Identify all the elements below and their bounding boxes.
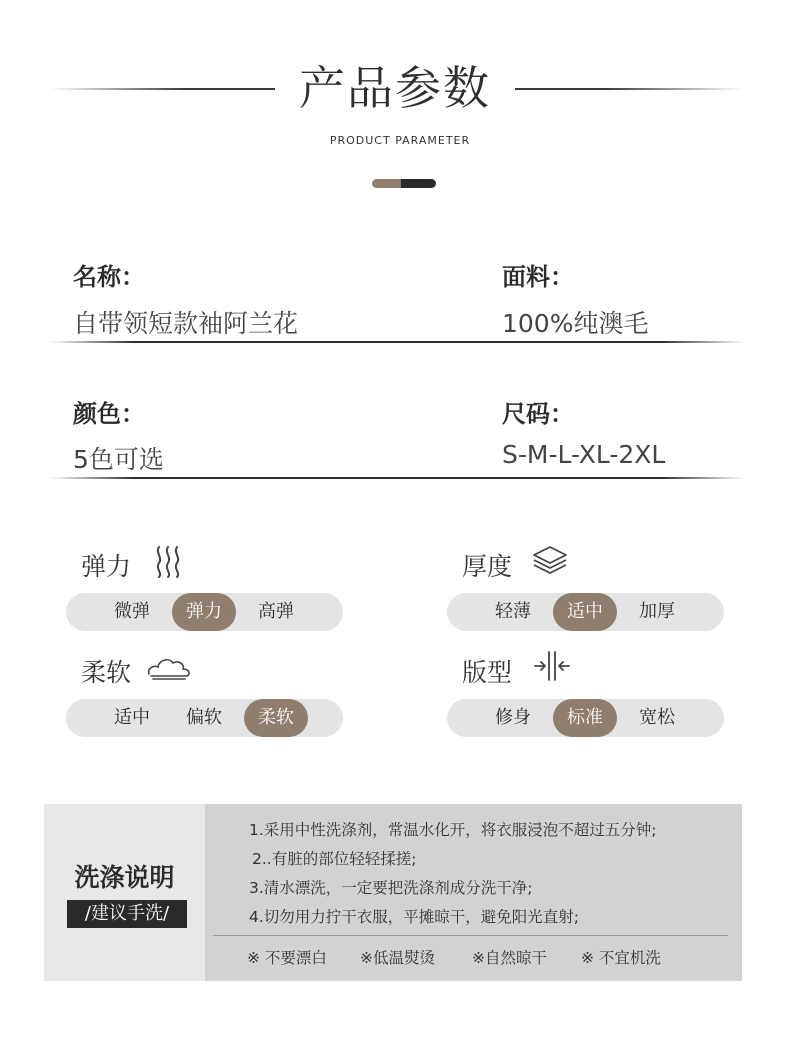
wash-note-no-machine: ※ 不宜机洗 [581, 949, 661, 967]
elastic-waves-icon [154, 545, 184, 579]
softness-option-2[interactable]: 偏软 [186, 707, 222, 728]
color-label: 颜色： [73, 400, 145, 428]
thickness-option-3[interactable]: 加厚 [639, 601, 675, 622]
fabric-value: 100%纯澳毛 [502, 309, 649, 338]
wash-title: 洗涤说明 [74, 863, 175, 892]
fit-option-2-selected[interactable]: 标准 [553, 699, 617, 737]
elasticity-option-2-selected[interactable]: 弹力 [172, 593, 236, 631]
name-label: 名称： [73, 263, 145, 291]
size-value: S-M-L-XL-2XL [502, 440, 666, 469]
page-subtitle: PRODUCT PARAMETER [329, 134, 471, 147]
thickness-option-2-selected[interactable]: 适中 [553, 593, 617, 631]
wash-note-low-iron: ※低温熨烫 [360, 949, 435, 967]
color-value: 5色可选 [73, 445, 164, 474]
wash-instruction-2: 2..有脏的部位轻轻揉搓; [252, 850, 417, 868]
cloud-icon [145, 654, 193, 682]
wash-instruction-3: 3.清水漂洗，一定要把洗涤剂成分洗干净; [249, 879, 533, 897]
elasticity-title: 弹力 [81, 552, 132, 581]
fit-selector [447, 699, 724, 737]
elasticity-selector [66, 593, 343, 631]
fit-title: 版型 [462, 658, 513, 687]
softness-selector [66, 699, 343, 737]
wash-instruction-4: 4.切勿用力拧干衣服，平摊晾干，避免阳光直射; [249, 908, 580, 926]
fit-option-1[interactable]: 修身 [495, 707, 531, 728]
thickness-title: 厚度 [462, 552, 513, 581]
name-value: 自带领短款袖阿兰花 [73, 309, 299, 338]
softness-option-3-selected[interactable]: 柔软 [244, 699, 308, 737]
row-divider [50, 341, 745, 343]
fit-arrows-icon [533, 650, 571, 682]
softness-title: 柔软 [81, 658, 132, 687]
wash-divider [213, 935, 728, 936]
thickness-selector [447, 593, 724, 631]
row-divider [50, 477, 745, 479]
page-title: 产品参数 [299, 61, 491, 115]
decorative-pill [372, 179, 436, 188]
wash-subtitle: /建议手洗/ [67, 900, 187, 928]
wash-note-no-bleach: ※ 不要漂白 [247, 949, 327, 967]
wash-note-air-dry: ※自然晾干 [472, 949, 547, 967]
elasticity-option-1[interactable]: 微弹 [114, 601, 150, 622]
elasticity-option-3[interactable]: 高弹 [258, 601, 294, 622]
wash-instruction-1: 1.采用中性洗涤剂，常温水化开，将衣服浸泡不超过五分钟; [249, 821, 657, 839]
softness-option-1[interactable]: 适中 [114, 707, 150, 728]
layers-icon [531, 545, 569, 577]
thickness-option-1[interactable]: 轻薄 [495, 601, 531, 622]
size-label: 尺码： [502, 400, 574, 428]
fabric-label: 面料： [502, 263, 574, 291]
fit-option-3[interactable]: 宽松 [639, 707, 675, 728]
